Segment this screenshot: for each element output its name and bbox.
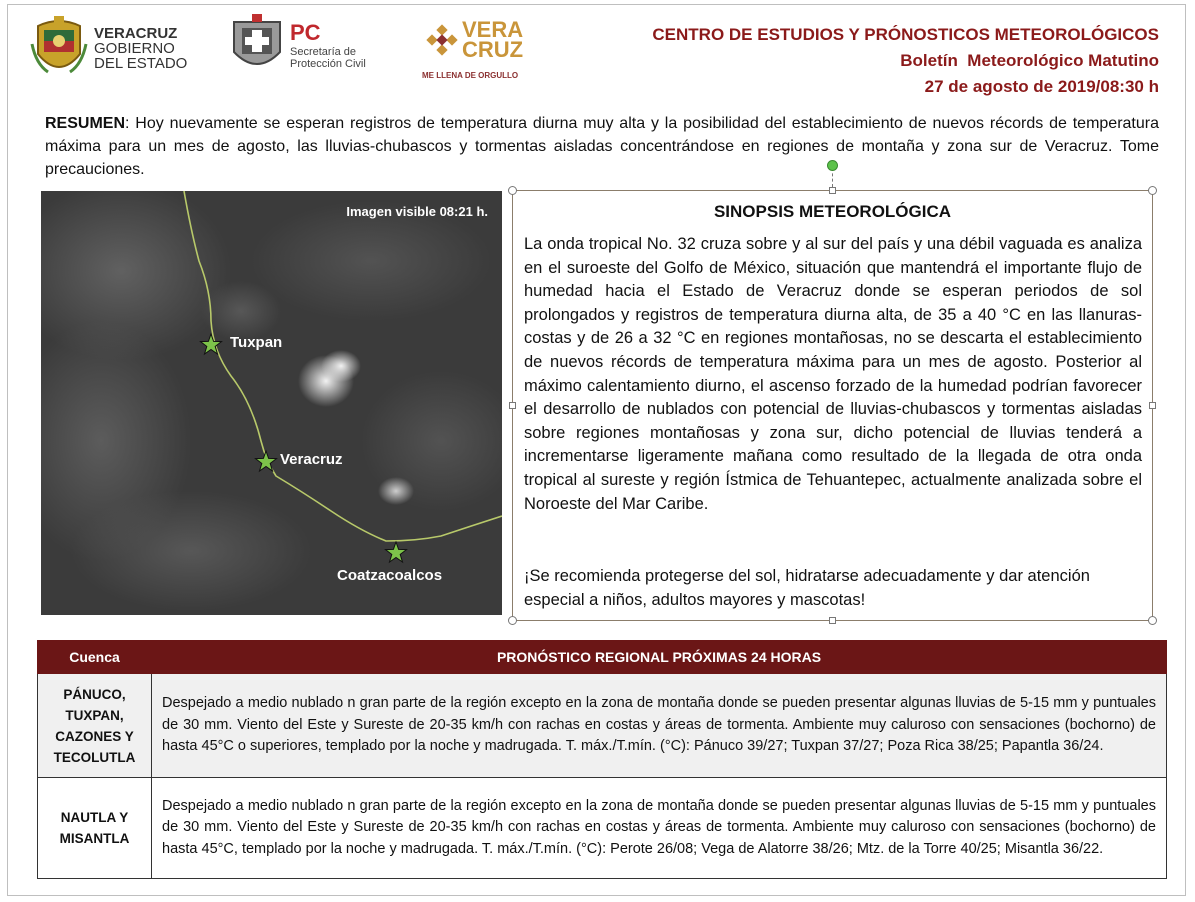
city-label-veracruz: Veracruz [280, 451, 343, 468]
resize-handle-bottom-left[interactable] [508, 616, 517, 625]
resize-handle-bottom-right[interactable] [1148, 616, 1157, 625]
logo1-line3: DEL ESTADO [94, 55, 188, 72]
synopsis-body: La onda tropical No. 32 cruza sobre y al sur del país y una débil vaguada es analiza en el suroeste del Golfo de México, situación que mantendrá el importante flujo de humedad hacia el Estado de Veracruz donde se esperan periodos de sol prolongados y registros de temperatura diurna alta, de 35 a 40 °C en las llanuras-costas y de 26 a 32 °C en regiones montañosas, no se descarta el establecimiento de nuevos récords de temperatura máxima para un mes de agosto. Posterior al máximo calentamiento diurno, el ascenso forzado de la humedad podrían favorecer el desarrollo de nublados con potencial de lluvias-chubascos y tormentas aisladas sobre regiones montañosas y zona sur, dicho potencial de lluvias tenderá a incrementarse ligeramente mañana como resultado de la llegada de otra onda tropical al sureste y región Ístmica de Tehuantepec, actualmente analizada sobre el Noroeste del Mar Caribe. [524, 235, 1142, 513]
veracruz-government-logo [30, 14, 190, 84]
vera-cruz-brand-logo [422, 14, 532, 84]
proteccion-civil-logo [230, 14, 390, 84]
column-header-forecast: PRONÓSTICO REGIONAL PRÓXIMAS 24 HORAS [152, 641, 1167, 674]
forecast-cell: Despejado a medio nublado n gran parte de la región excepto en la zona de montaña donde se pueden presentar algunas lluvias de 5-15 mm y puntuales de 30 mm. Viento del Este y Sureste de 20-35 km/h con rachas en costas y áreas de tormenta. Ambiente muy caluroso con sensaciones (bochorno) de hasta 45°C, templado por la noche y madrugada. T. máx./T.mín. (°C): Perote 26/08; Vega de Alatorre 38/26; Mtz. de la Torre 40/25; Misantla 36/22. [152, 778, 1167, 879]
logo3-line1: VERA [462, 17, 524, 42]
pattern-icon [424, 24, 460, 64]
logo1-line2: GOBIERNO [94, 40, 175, 57]
logo2-abbr: PC [290, 20, 321, 45]
coat-of-arms-icon [30, 14, 88, 80]
rotate-handle[interactable] [827, 160, 838, 171]
resize-handle-left[interactable] [509, 402, 516, 409]
resize-handle-top[interactable] [829, 187, 836, 194]
shield-icon [230, 14, 284, 76]
summary-label: RESUMEN [45, 115, 126, 132]
basin-cell: NAUTLA Y MISANTLA [38, 778, 152, 879]
header-date: 27 de agosto de 2019/08:30 h [924, 77, 1159, 96]
header-title: CENTRO DE ESTUDIOS Y PRÓNOSTICOS METEOROLÓGICOS [652, 25, 1159, 44]
resize-handle-right[interactable] [1149, 402, 1156, 409]
table-row [38, 674, 1167, 778]
resize-handle-top-left[interactable] [508, 186, 517, 195]
forecast-cell: Despejado a medio nublado n gran parte de la región excepto en la zona de montaña donde se pueden presentar algunas lluvias de 5-15 mm y puntuales de 30 mm. Viento del Este y Sureste de 20-35 km/h con rachas en costas y áreas de tormenta. Ambiente muy caluroso con sensaciones (bochorno) de hasta 45°C o superiores, templado por la noche y madrugada. T. máx./T.mín. (°C): Pánuco 39/27; Tuxpan 37/27; Poza Rica 38/25; Papantla 36/24. [152, 674, 1167, 778]
synopsis-box[interactable] [512, 190, 1153, 621]
logo3-line2: CRUZ [462, 37, 524, 62]
summary-text: : Hoy nuevamente se esperan registros de temperatura diurna muy alta y la posibilidad del establecimiento de nuevos récords de temperatura máxima para un mes de agosto, las lluvias-chubascos y tormentas aisladas concentrándose en regiones de montaña y zona sur de Veracruz. Tome precauciones. [45, 115, 1159, 178]
logo2-line2: Protección Civil [290, 58, 366, 70]
satellite-image [41, 191, 502, 615]
synopsis-title: SINOPSIS METEOROLÓGICA [713, 202, 952, 221]
table-row [38, 778, 1167, 879]
city-label-coatzacoalcos: Coatzacoalcos [337, 567, 443, 584]
logo2-line1: Secretaría de [290, 46, 357, 58]
bulletin-header [652, 22, 1159, 100]
synopsis-recommendation: ¡Se recomienda protegerse del sol, hidratarse adecuadamente y dar atención especial a niños, adultos mayores y mascotas! [524, 567, 1090, 609]
forecast-table [37, 640, 1167, 879]
basin-cell: PÁNUCO, TUXPAN, CAZONES Y TECOLUTLA [38, 674, 152, 778]
logo1-line1: VERACRUZ [94, 25, 178, 42]
summary-paragraph [45, 112, 1159, 181]
satellite-map [41, 191, 502, 615]
resize-handle-bottom[interactable] [829, 617, 836, 624]
city-label-tuxpan: Tuxpan [230, 334, 283, 351]
resize-handle-top-right[interactable] [1148, 186, 1157, 195]
column-header-basin: Cuenca [38, 641, 152, 674]
logo3-tagline: ME LLENA DE ORGULLO [422, 71, 519, 80]
header-subtitle: Boletín Meteorológico Matutino [900, 51, 1159, 70]
satellite-caption: Imagen visible 08:21 h. [346, 204, 488, 219]
